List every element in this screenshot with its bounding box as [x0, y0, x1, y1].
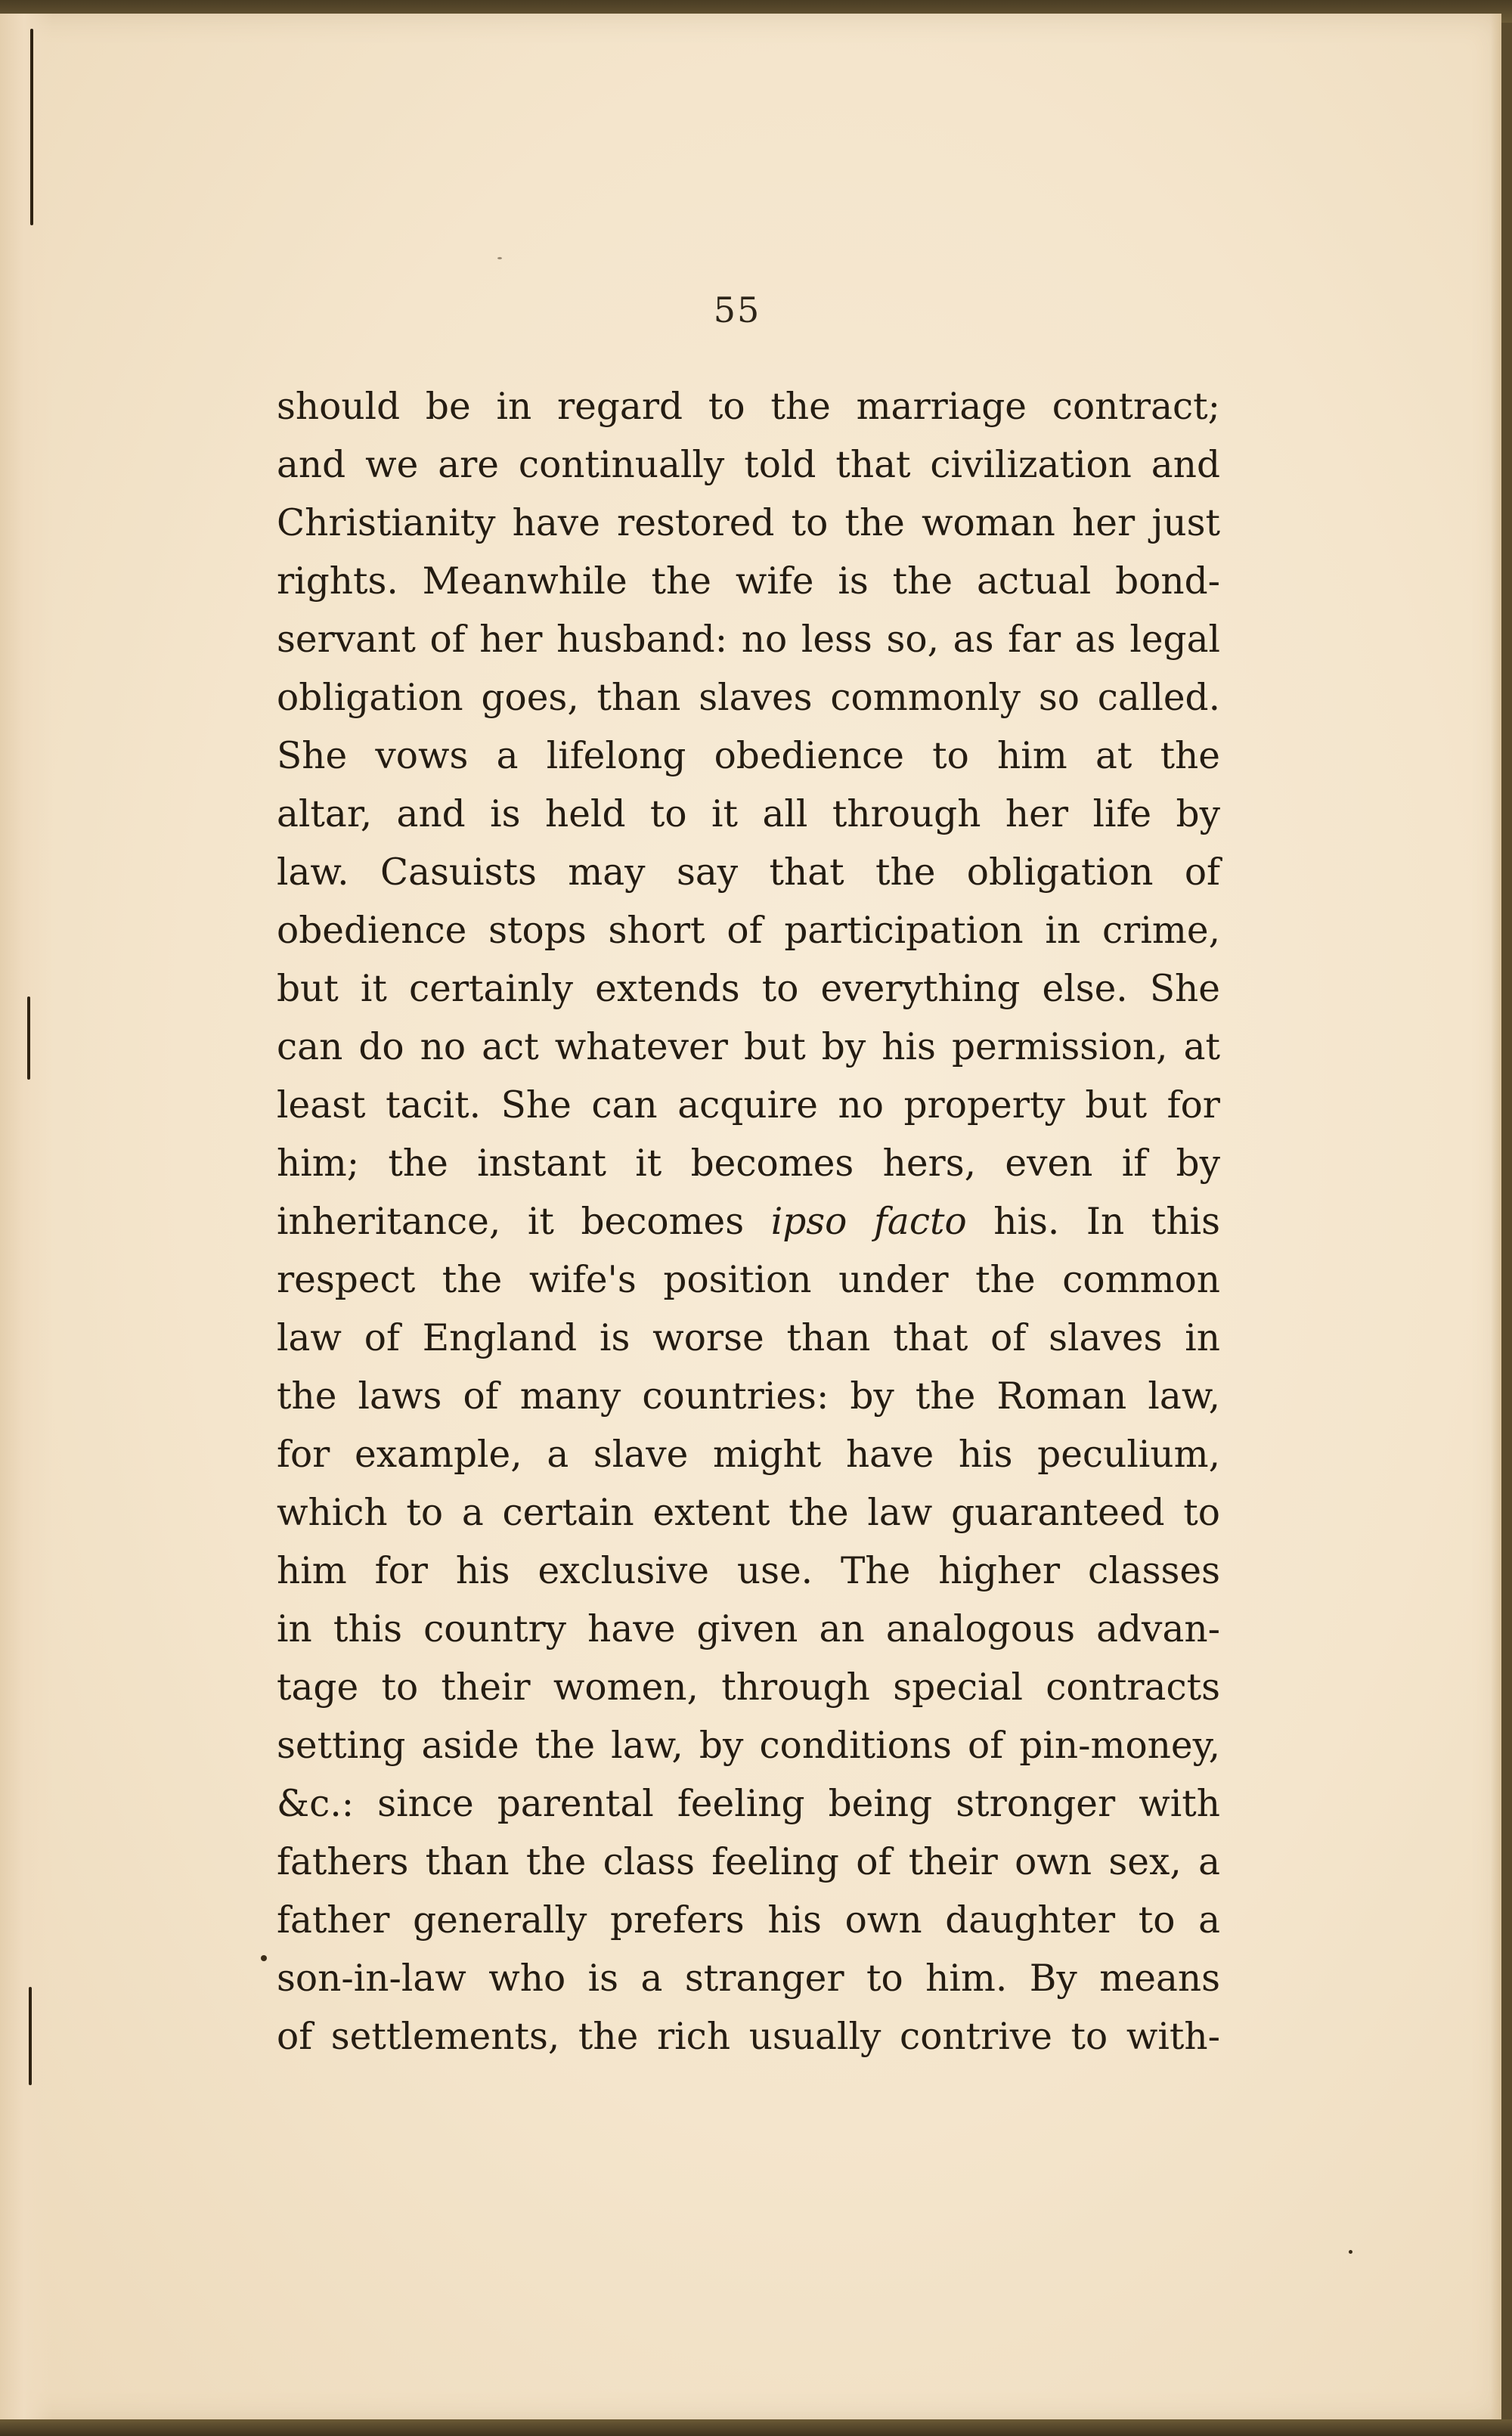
- text-line: Christianity have restored to the woman her just: [277, 502, 1220, 544]
- ink-speck: [261, 1955, 267, 1961]
- binding-thread: [27, 996, 30, 1080]
- text-line: obligation goes, than slaves commonly so called.: [277, 677, 1220, 719]
- ink-speck: [497, 257, 502, 259]
- ink-speck: [1349, 2250, 1352, 2254]
- text-line: in this country have given an analogous advan-: [277, 1608, 1220, 1650]
- text-line: son-in-law who is a stranger to him. By means: [277, 1957, 1220, 2000]
- text-line: She vows a lifelong obedience to him at the: [277, 735, 1220, 777]
- text-segment: inheritance, it becomes: [277, 1201, 771, 1243]
- text-line: him; the instant it becomes hers, even if by: [277, 1142, 1220, 1185]
- book-page: [0, 14, 1501, 2422]
- text-line: father generally prefers his own daughter to a: [277, 1899, 1220, 1942]
- text-line: tage to their women, through special contracts: [277, 1666, 1220, 1709]
- page-gutter: [0, 14, 53, 2422]
- text-line: and we are continually told that civilization and: [277, 444, 1220, 486]
- text-line: law of England is worse than that of slaves in: [277, 1317, 1220, 1359]
- text-segment: his. In this: [966, 1201, 1220, 1243]
- text-line: should be in regard to the marriage contract;: [277, 386, 1220, 428]
- text-line: &c.: since parental feeling being stronger with: [277, 1783, 1220, 1825]
- text-line: least tacit. She can acquire no property but for: [277, 1084, 1220, 1127]
- binding-thread: [30, 29, 33, 225]
- text-line: which to a certain extent the law guaranteed to: [277, 1492, 1220, 1534]
- italic-phrase: ipso facto: [770, 1201, 967, 1243]
- text-line: can do no act whatever but by his permission, at: [277, 1026, 1220, 1068]
- binding-thread: [29, 1987, 32, 2085]
- text-line: respect the wife's position under the common: [277, 1259, 1220, 1301]
- text-line: but it certainly extends to everything else. She: [277, 968, 1220, 1010]
- page-number: 55: [713, 290, 761, 330]
- text-line: altar, and is held to it all through her life by: [277, 793, 1220, 835]
- book-cover-bottom-edge: [0, 2419, 1512, 2436]
- page-edge: [1491, 14, 1501, 2422]
- text-line: for example, a slave might have his peculium,: [277, 1433, 1220, 1476]
- text-line: [277, 1193, 1220, 1251]
- body-text: [277, 378, 1220, 2066]
- text-line: him for his exclusive use. The higher classes: [277, 1550, 1220, 1592]
- text-line: servant of her husband: no less so, as far as legal: [277, 618, 1220, 661]
- text-line: of settlements, the rich usually contrive to with-: [277, 2016, 1220, 2058]
- text-line: setting aside the law, by conditions of pin-money,: [277, 1725, 1220, 1767]
- text-line: the laws of many countries: by the Roman law,: [277, 1375, 1220, 1418]
- text-line: fathers than the class feeling of their own sex, a: [277, 1841, 1220, 1883]
- text-line: obedience stops short of participation in crime,: [277, 910, 1220, 952]
- text-line: rights. Meanwhile the wife is the actual bond-: [277, 560, 1220, 603]
- text-line: law. Casuists may say that the obligation of: [277, 851, 1220, 894]
